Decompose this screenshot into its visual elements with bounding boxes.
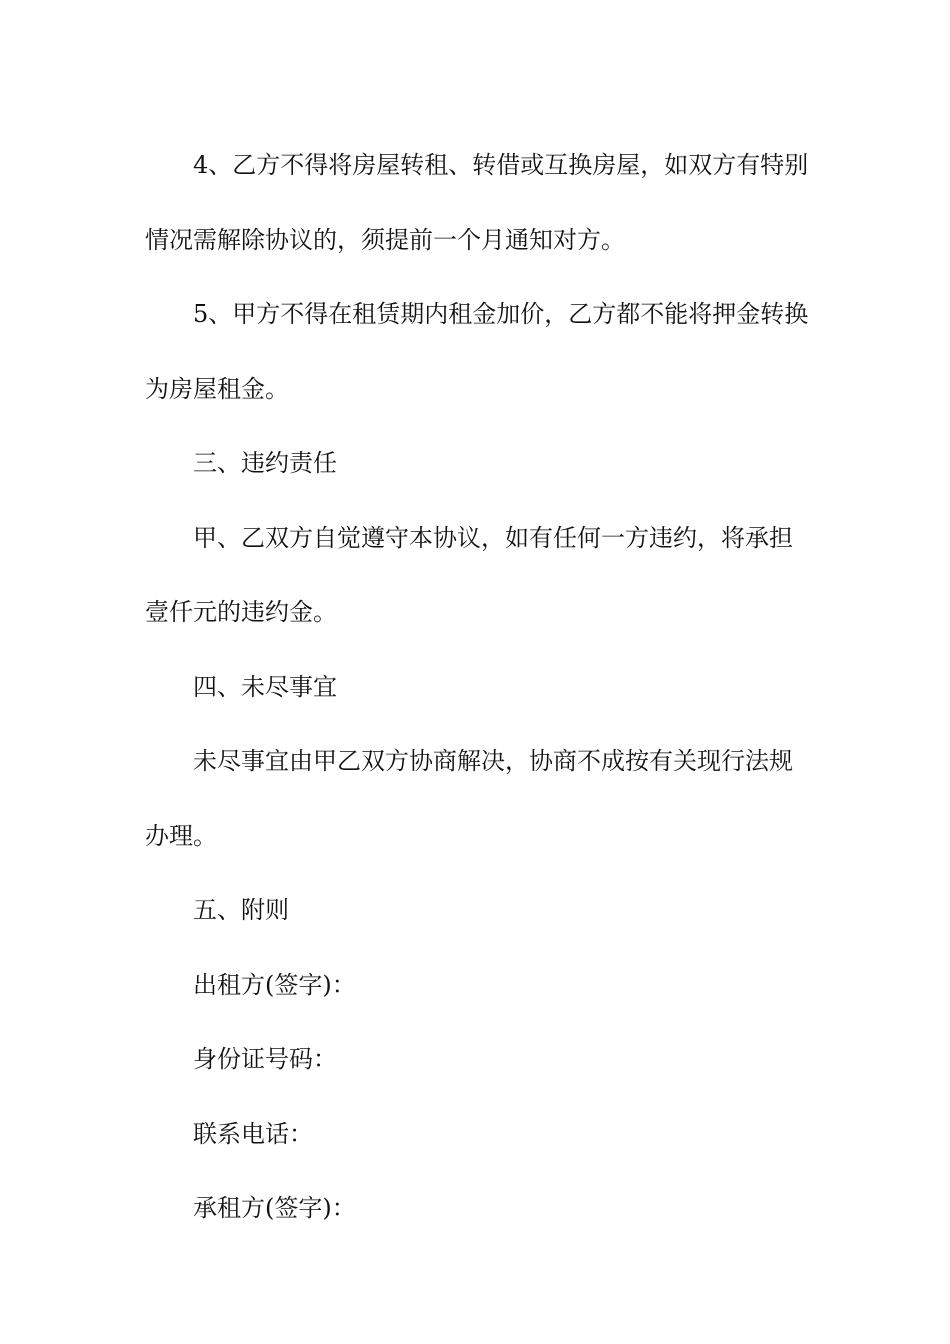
- lessee-signature-field: [145, 1171, 807, 1246]
- misc-line-2: 办理。: [145, 821, 217, 850]
- clause-5-line-1: 5、甲方不得在租赁期内租金加价，乙方都不能将押金转换: [193, 300, 809, 328]
- breach-paragraph: [145, 501, 807, 650]
- section-heading-misc-text: 四、未尽事宜: [193, 672, 337, 701]
- misc-line-1: 未尽事宜由甲乙双方协商解决，协商不成按有关现行法规: [193, 747, 793, 775]
- section-heading-appendix: [145, 873, 807, 948]
- section-heading-breach-text: 三、违约责任: [193, 449, 337, 477]
- phone-label: 联系电话：: [193, 1119, 313, 1148]
- section-heading-breach: [145, 426, 807, 501]
- clause-5-line-2: 为房屋租金。: [145, 374, 289, 403]
- lessee-signature-label: 承租方(签字)：: [193, 1194, 356, 1222]
- clause-5: [145, 277, 807, 426]
- clause-4-line-1: 4、乙方不得将房屋转租、转借或互换房屋，如双方有特别: [193, 151, 809, 179]
- id-number-label: 身份证号码：: [193, 1045, 337, 1073]
- lessor-signature-field: [145, 948, 807, 1023]
- breach-line-1: 甲、乙双方自觉遵守本协议，如有任何一方违约，将承担: [193, 523, 793, 552]
- lessor-signature-label: 出租方(签字)：: [193, 970, 356, 999]
- id-number-field: [145, 1022, 807, 1097]
- section-heading-misc: [145, 650, 807, 725]
- clause-4: [145, 128, 807, 277]
- misc-paragraph: [145, 724, 807, 873]
- document-body: [145, 128, 807, 1246]
- clause-4-line-2: 情况需解除协议的，须提前一个月通知对方。: [145, 225, 625, 254]
- phone-field: [145, 1097, 807, 1172]
- breach-line-2: 壹仟元的违约金。: [145, 598, 337, 626]
- section-heading-appendix-text: 五、附则: [193, 896, 289, 924]
